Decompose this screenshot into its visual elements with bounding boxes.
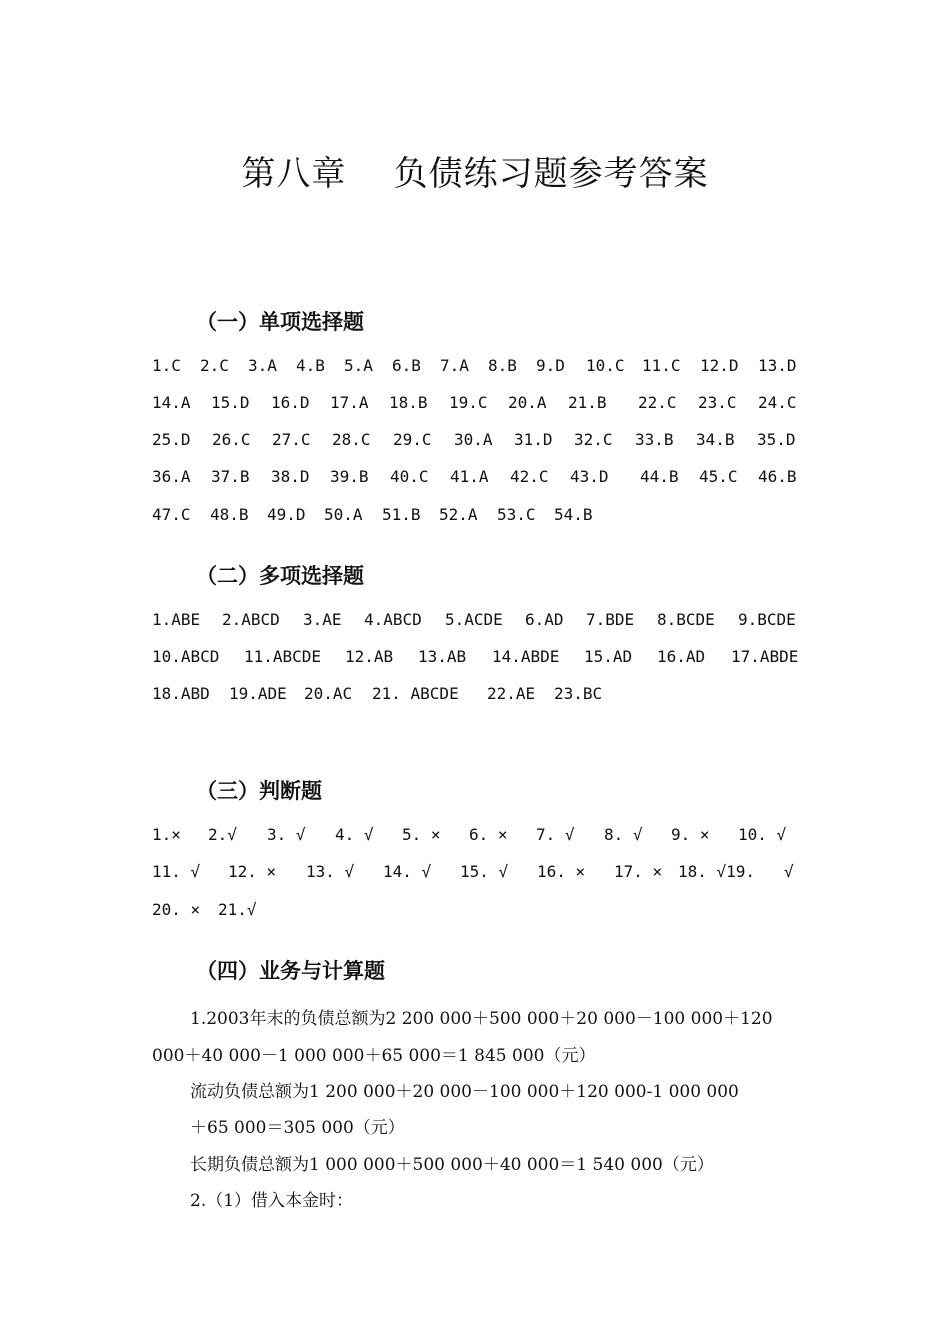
answer-item: 54.B bbox=[554, 505, 593, 524]
answer-item: 11. √ bbox=[152, 862, 201, 881]
answer-item: 12.D bbox=[700, 356, 739, 375]
answer-item: 11.ABCDE bbox=[244, 647, 322, 666]
answer-item: 11.C bbox=[642, 356, 681, 375]
answer-item: 2.C bbox=[200, 356, 229, 375]
answer-item: 35.D bbox=[757, 430, 796, 449]
answer-item: 1.C bbox=[152, 356, 181, 375]
answer-item: 39.B bbox=[330, 467, 369, 486]
answer-item: 16. × bbox=[537, 862, 586, 881]
answer-item: 15. √ bbox=[460, 862, 509, 881]
answer-item: 2.√ bbox=[208, 825, 237, 844]
answer-item: 3. √ bbox=[267, 825, 306, 844]
answer-item: 14.ABDE bbox=[492, 647, 560, 666]
answer-item: 27.C bbox=[272, 430, 311, 449]
answer-item: 31.D bbox=[514, 430, 553, 449]
answer-row bbox=[152, 684, 812, 714]
answer-item: 9. × bbox=[671, 825, 710, 844]
answer-item: 48.B bbox=[210, 505, 249, 524]
answer-item: 15.D bbox=[211, 393, 250, 412]
calculation-line: 1.2003年末的负债总额为2 200 000＋500 000＋20 000－100 000＋120 bbox=[190, 1009, 773, 1029]
answer-item: 3.A bbox=[248, 356, 277, 375]
answer-item: 9.BCDE bbox=[738, 610, 796, 629]
calculation-line: ＋65 000＝305 000（元） bbox=[190, 1118, 405, 1138]
answer-item: 53.C bbox=[497, 505, 536, 524]
section-heading-calculation: （四）业务与计算题 bbox=[196, 959, 385, 983]
answer-item: 30.A bbox=[454, 430, 493, 449]
answer-item: 13. √ bbox=[306, 862, 355, 881]
answer-item: 17. × bbox=[614, 862, 663, 881]
answer-item: 6.AD bbox=[525, 610, 564, 629]
answer-item: 37.B bbox=[211, 467, 250, 486]
answer-item: 18.B bbox=[389, 393, 428, 412]
answer-item: 1.ABE bbox=[152, 610, 201, 629]
answer-item: 51.B bbox=[382, 505, 421, 524]
answer-item: 9.D bbox=[536, 356, 565, 375]
answer-item: 18. √19. bbox=[678, 862, 756, 881]
answer-item: 20.AC bbox=[304, 684, 353, 703]
answer-row bbox=[152, 393, 812, 423]
calculation-line: 2.（1）借入本金时： bbox=[190, 1191, 354, 1211]
answer-item: 19.C bbox=[449, 393, 488, 412]
answer-item: 16.AD bbox=[657, 647, 706, 666]
answer-item: 23.C bbox=[698, 393, 737, 412]
section-heading-multiple-choice: （二）多项选择题 bbox=[196, 564, 364, 588]
answer-item: 22.AE bbox=[487, 684, 536, 703]
answer-item: 38.D bbox=[271, 467, 310, 486]
answer-item: 49.D bbox=[267, 505, 306, 524]
answer-item: 21. ABCDE bbox=[372, 684, 459, 703]
answer-item: 21.√ bbox=[218, 900, 257, 919]
answer-item: 14. √ bbox=[383, 862, 432, 881]
answer-item: 33.B bbox=[635, 430, 674, 449]
document-title: 第八章 负债练习题参考答案 bbox=[241, 154, 709, 194]
answer-item: 8.B bbox=[488, 356, 517, 375]
answer-item: 16.D bbox=[271, 393, 310, 412]
answer-item: 42.C bbox=[510, 467, 549, 486]
answer-item: 10.C bbox=[586, 356, 625, 375]
answer-item: √ bbox=[784, 862, 794, 881]
answer-item: 23.BC bbox=[554, 684, 603, 703]
answer-item: 32.C bbox=[574, 430, 613, 449]
answer-row bbox=[152, 862, 812, 892]
answer-item: 18.ABD bbox=[152, 684, 210, 703]
answer-item: 5. × bbox=[402, 825, 441, 844]
answer-item: 40.C bbox=[390, 467, 429, 486]
answer-item: 26.C bbox=[212, 430, 251, 449]
answer-item: 29.C bbox=[393, 430, 432, 449]
answer-row bbox=[152, 900, 812, 930]
answer-item: 41.A bbox=[450, 467, 489, 486]
answer-item: 10.ABCD bbox=[152, 647, 220, 666]
answer-item: 45.C bbox=[699, 467, 738, 486]
answer-item: 36.A bbox=[152, 467, 191, 486]
calculation-line: 000＋40 000－1 000 000＋65 000＝1 845 000（元） bbox=[152, 1046, 596, 1066]
answer-item: 17.ABDE bbox=[731, 647, 799, 666]
answer-item: 5.A bbox=[344, 356, 373, 375]
answer-item: 6. × bbox=[469, 825, 508, 844]
answer-item: 22.C bbox=[638, 393, 677, 412]
answer-row bbox=[152, 647, 812, 677]
answer-item: 50.A bbox=[324, 505, 363, 524]
answer-item: 44.B bbox=[640, 467, 679, 486]
answer-item: 19.ADE bbox=[229, 684, 287, 703]
answer-item: 21.B bbox=[568, 393, 607, 412]
section-heading-single-choice: （一）单项选择题 bbox=[196, 310, 364, 334]
section-heading-true-false: （三）判断题 bbox=[196, 779, 322, 803]
answer-item: 1.× bbox=[152, 825, 181, 844]
answer-item: 34.B bbox=[696, 430, 735, 449]
answer-item: 4. √ bbox=[335, 825, 374, 844]
answer-item: 8.BCDE bbox=[657, 610, 715, 629]
answer-row bbox=[152, 430, 812, 460]
answer-item: 28.C bbox=[332, 430, 371, 449]
answer-item: 20.A bbox=[508, 393, 547, 412]
answer-item: 3.AE bbox=[303, 610, 342, 629]
answer-item: 10. √ bbox=[738, 825, 787, 844]
answer-item: 7. √ bbox=[536, 825, 575, 844]
answer-item: 13.D bbox=[758, 356, 797, 375]
answer-item: 43.D bbox=[570, 467, 609, 486]
answer-item: 46.B bbox=[758, 467, 797, 486]
answer-item: 4.ABCD bbox=[364, 610, 422, 629]
answer-row bbox=[152, 467, 812, 497]
answer-item: 13.AB bbox=[418, 647, 467, 666]
answer-item: 5.ACDE bbox=[445, 610, 503, 629]
answer-item: 15.AD bbox=[584, 647, 633, 666]
answer-row bbox=[152, 356, 812, 386]
answer-item: 4.B bbox=[296, 356, 325, 375]
answer-row bbox=[152, 505, 812, 535]
answer-item: 47.C bbox=[152, 505, 191, 524]
answer-item: 8. √ bbox=[604, 825, 643, 844]
answer-row bbox=[152, 610, 812, 640]
calculation-line: 长期负债总额为1 000 000＋500 000＋40 000＝1 540 000（元） bbox=[190, 1155, 714, 1175]
answer-item: 20. × bbox=[152, 900, 201, 919]
answer-item: 17.A bbox=[330, 393, 369, 412]
answer-item: 52.A bbox=[439, 505, 478, 524]
answer-item: 7.A bbox=[440, 356, 469, 375]
answer-row bbox=[152, 825, 812, 855]
calculation-line: 流动负债总额为1 200 000＋20 000－100 000＋120 000-1 000 000 bbox=[190, 1082, 739, 1102]
answer-item: 24.C bbox=[758, 393, 797, 412]
answer-item: 12. × bbox=[228, 862, 277, 881]
answer-item: 14.A bbox=[152, 393, 191, 412]
answer-item: 2.ABCD bbox=[222, 610, 280, 629]
answer-item: 7.BDE bbox=[586, 610, 635, 629]
answer-item: 6.B bbox=[392, 356, 421, 375]
answer-item: 12.AB bbox=[345, 647, 394, 666]
answer-item: 25.D bbox=[152, 430, 191, 449]
